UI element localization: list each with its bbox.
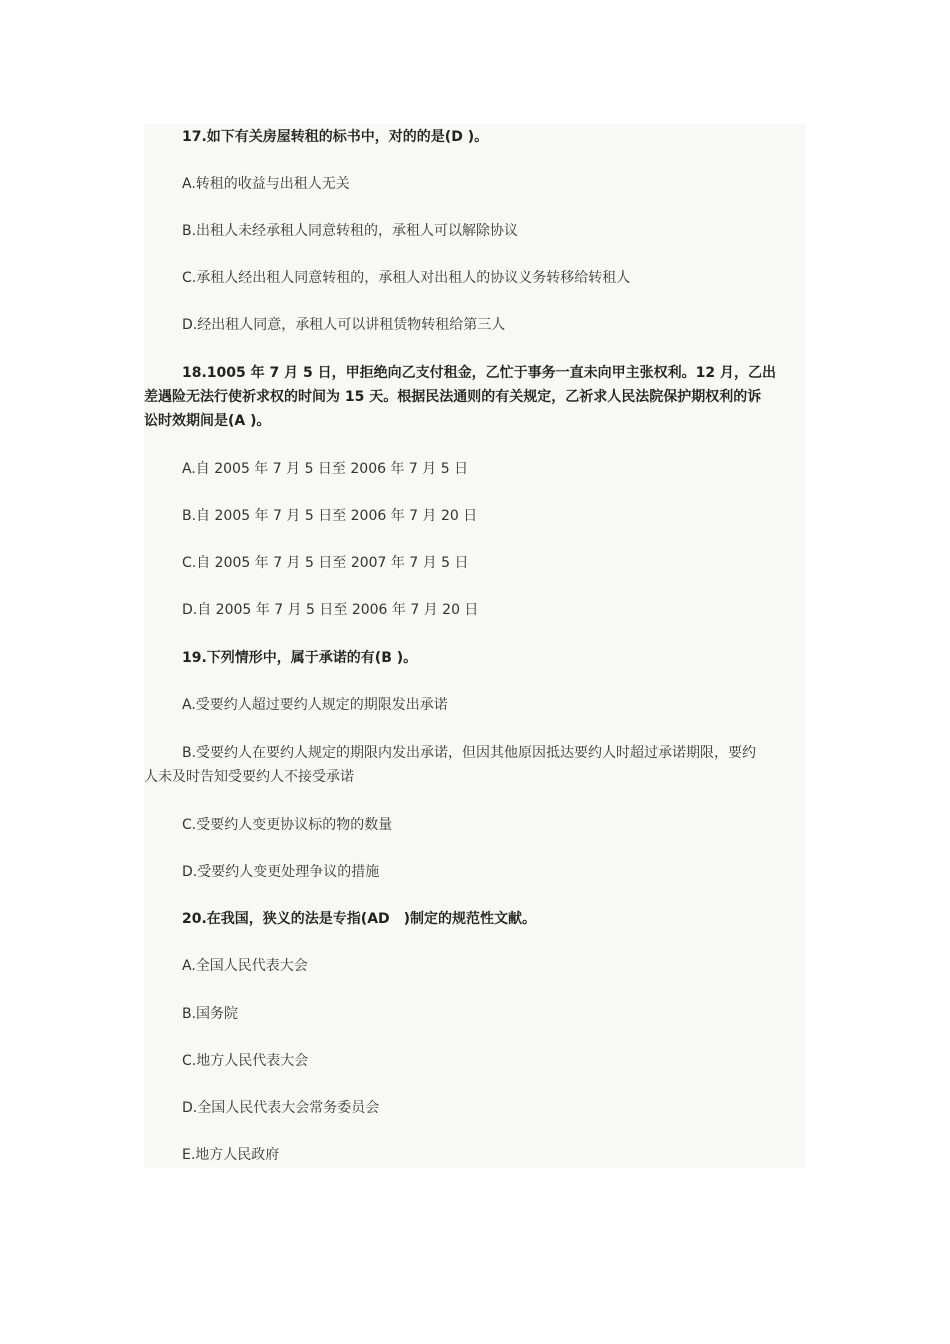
document-content [144,124,806,1168]
question-18-stem-line-2: 差遇险无法行使祈求权的时间为 15 天。根据民法通则的有关规定，乙祈求人民法院保护期权利的诉 [144,389,762,405]
question-18-option-d: D.自 2005 年 7 月 5 日至 2006 年 7 月 20 日 [182,602,479,618]
question-17-option-b: B.出租人未经承租人同意转租的，承租人可以解除协议 [182,223,519,239]
question-19-option-b-line-2: 人未及时告知受要约人不接受承诺 [144,769,354,785]
question-18-stem-line-3: 讼时效期间是(A )。 [144,413,271,429]
question-20-option-b: B.国务院 [182,1006,239,1022]
question-20-option-e: E.地方人民政府 [182,1147,280,1163]
question-17-stem: 17.如下有关房屋转租的标书中，对的的是(D )。 [182,129,489,145]
question-18-option-b: B.自 2005 年 7 月 5 日至 2006 年 7 月 20 日 [182,508,478,524]
question-19-option-b-line-1: B.受要约人在要约人规定的期限内发出承诺，但因其他原因抵达要约人时超过承诺期限，要约 [182,745,757,761]
question-19-option-c: C.受要约人变更协议标的物的数量 [182,817,393,833]
question-20-stem: 20.在我国，狭义的法是专指(AD )制定的规范性文献。 [182,911,537,927]
question-18-option-c: C.自 2005 年 7 月 5 日至 2007 年 7 月 5 日 [182,555,469,571]
question-18-stem-line-1: 18.1005 年 7 月 5 日，甲拒绝向乙支付租金，乙忙于事务一直未向甲主张权利。12 月，乙出 [182,365,776,381]
question-20-option-a: A.全国人民代表大会 [182,958,308,974]
question-19-option-d: D.受要约人变更处理争议的措施 [182,864,380,880]
question-19-option-a: A.受要约人超过要约人规定的期限发出承诺 [182,697,448,713]
question-18-option-a: A.自 2005 年 7 月 5 日至 2006 年 7 月 5 日 [182,461,469,477]
question-19-stem: 19.下列情形中，属于承诺的有(B )。 [182,650,418,666]
question-17-option-c: C.承租人经出租人同意转租的，承租人对出租人的协议义务转移给转租人 [182,270,631,286]
question-17-option-d: D.经出租人同意，承租人可以讲租赁物转租给第三人 [182,317,506,333]
question-17-option-a: A.转租的收益与出租人无关 [182,176,350,192]
question-20-option-d: D.全国人民代表大会常务委员会 [182,1100,380,1116]
question-20-option-c: C.地方人民代表大会 [182,1053,309,1069]
